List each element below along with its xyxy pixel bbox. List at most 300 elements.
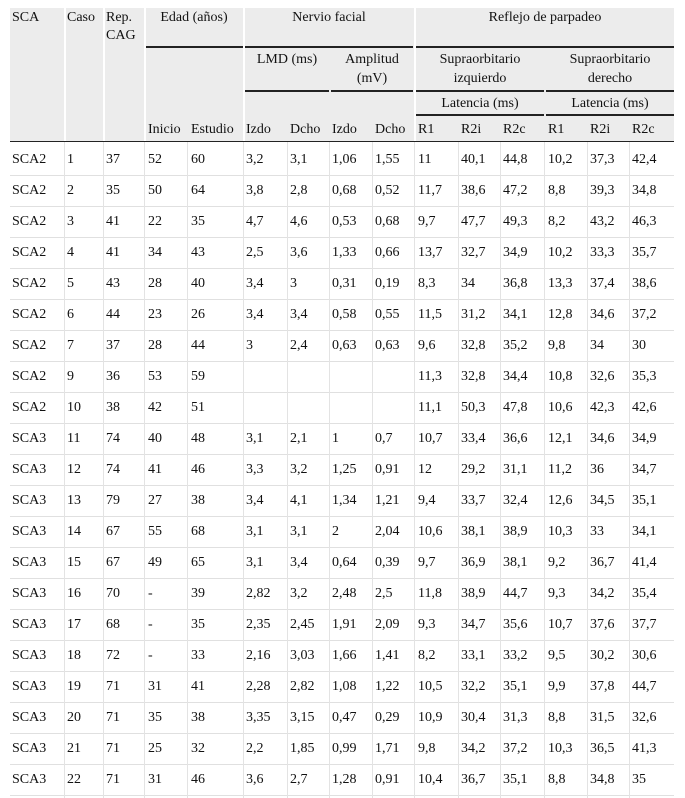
cell-lmd-dcho: 2,1 [290, 431, 308, 446]
cell-sca: SCA3 [12, 741, 47, 756]
cell-edad-inicio: 25 [148, 741, 162, 756]
cell-der-r1: 10,2 [548, 152, 573, 167]
header-lmd: LMD (ms) [256, 52, 318, 67]
cell-sca: SCA2 [12, 152, 47, 167]
cell-lmd-izdo: 3,4 [246, 276, 264, 291]
cell-edad-estudio: 33 [191, 648, 205, 663]
table-row [10, 703, 674, 734]
header-amp-dcho: Dcho [375, 122, 406, 137]
cell-sca: SCA3 [12, 772, 47, 787]
cell-der-r2c: 46,3 [632, 214, 657, 229]
table-row [10, 548, 674, 579]
cell-caso: 10 [67, 400, 81, 415]
cell-caso: 19 [67, 679, 81, 694]
cell-rep-cag: 37 [106, 152, 120, 167]
cell-lmd-dcho: 3,1 [290, 152, 308, 167]
cell-izq-r2i: 33,1 [461, 648, 486, 663]
cell-edad-inicio: 31 [148, 772, 162, 787]
cell-der-r2c: 42,4 [632, 152, 657, 167]
cell-der-r2i: 34,8 [590, 772, 615, 787]
cell-lmd-izdo: 3,1 [246, 555, 264, 570]
cell-amp-dcho: 0,52 [375, 183, 400, 198]
cell-lmd-izdo: 3,4 [246, 493, 264, 508]
cell-edad-estudio: 38 [191, 710, 205, 725]
header-rep-cag-line2: CAG [106, 28, 136, 43]
cell-izq-r2i: 36,9 [461, 555, 486, 570]
cell-izq-r2i: 34,2 [461, 741, 486, 756]
cell-izq-r2c: 31,3 [503, 710, 528, 725]
cell-amp-izdo: 2,48 [332, 586, 357, 601]
cell-lmd-dcho: 3,4 [290, 307, 308, 322]
cell-rep-cag: 71 [106, 772, 120, 787]
cell-caso: 11 [67, 431, 81, 446]
header-lmd-izdo: Izdo [246, 122, 271, 137]
cell-amp-izdo: 0,64 [332, 555, 357, 570]
header-estudio: Estudio [191, 122, 234, 137]
cell-izq-r2i: 31,2 [461, 307, 486, 322]
cell-der-r2i: 34 [590, 338, 604, 353]
cell-izq-r1: 9,6 [418, 338, 436, 353]
column-divider [372, 142, 373, 798]
cell-izq-r2c: 37,2 [503, 741, 528, 756]
cell-izq-r2i: 33,4 [461, 431, 486, 446]
cell-der-r1: 10,6 [548, 400, 573, 415]
cell-der-r1: 10,7 [548, 617, 573, 632]
header-supra-izq-line1: Supraorbitario [439, 52, 521, 67]
header-supra-der-line1: Supraorbitario [569, 52, 651, 67]
cell-amp-izdo: 2 [332, 524, 339, 539]
column-divider [414, 142, 415, 798]
cell-caso: 16 [67, 586, 81, 601]
cell-amp-dcho: 0,55 [375, 307, 400, 322]
cell-amp-dcho: 0,68 [375, 214, 400, 229]
cell-caso: 13 [67, 493, 81, 508]
cell-der-r2i: 34,6 [590, 431, 615, 446]
header-sca: SCA [12, 10, 40, 25]
cell-der-r1: 12,8 [548, 307, 573, 322]
cell-amp-izdo: 1,25 [332, 462, 357, 477]
cell-izq-r1: 10,9 [418, 710, 443, 725]
cell-lmd-dcho: 3,2 [290, 462, 308, 477]
cell-sca: SCA2 [12, 183, 47, 198]
table-row [10, 517, 674, 548]
cell-lmd-izdo: 3,8 [246, 183, 264, 198]
cell-amp-izdo: 0,47 [332, 710, 357, 725]
table-row [10, 672, 674, 703]
cell-amp-dcho: 1,22 [375, 679, 400, 694]
cell-edad-estudio: 51 [191, 400, 205, 415]
cell-izq-r1: 9,4 [418, 493, 436, 508]
cell-lmd-dcho: 2,4 [290, 338, 308, 353]
cell-edad-estudio: 41 [191, 679, 205, 694]
cell-edad-estudio: 32 [191, 741, 205, 756]
cell-sca: SCA3 [12, 710, 47, 725]
cell-amp-dcho: 0,91 [375, 772, 400, 787]
cell-izq-r2c: 34,4 [503, 369, 528, 384]
cell-amp-dcho: 1,71 [375, 741, 400, 756]
header-edad: Edad (años) [160, 10, 228, 25]
header-izq-r2c: R2c [503, 122, 526, 137]
cell-izq-r2i: 38,9 [461, 586, 486, 601]
header-rule-edad [146, 46, 243, 48]
cell-izq-r2c: 33,2 [503, 648, 528, 663]
cell-izq-r2i: 50,3 [461, 400, 486, 415]
cell-der-r1: 8,2 [548, 214, 566, 229]
cell-caso: 9 [67, 369, 74, 384]
data-table [10, 8, 674, 787]
cell-lmd-izdo: 3,4 [246, 307, 264, 322]
cell-izq-r1: 10,4 [418, 772, 443, 787]
cell-edad-inicio: 49 [148, 555, 162, 570]
table-row [10, 331, 674, 362]
header-der-r1: R1 [548, 122, 565, 137]
header-amplitud-line2: (mV) [356, 71, 388, 86]
cell-edad-inicio: 53 [148, 369, 162, 384]
cell-lmd-izdo: 4,7 [246, 214, 264, 229]
table-row [10, 765, 674, 796]
cell-izq-r1: 10,7 [418, 431, 443, 446]
cell-izq-r1: 11,8 [418, 586, 442, 601]
cell-lmd-izdo: 2,5 [246, 245, 264, 260]
cell-rep-cag: 70 [106, 586, 120, 601]
cell-der-r1: 8,8 [548, 710, 566, 725]
cell-lmd-dcho: 2,45 [290, 617, 315, 632]
cell-izq-r2i: 40,1 [461, 152, 486, 167]
cell-lmd-izdo: 3 [246, 338, 253, 353]
cell-lmd-dcho: 4,6 [290, 214, 308, 229]
cell-izq-r1: 11,1 [418, 400, 442, 415]
cell-izq-r1: 9,8 [418, 741, 436, 756]
cell-izq-r2i: 34 [461, 276, 475, 291]
cell-lmd-dcho: 3,15 [290, 710, 315, 725]
cell-amp-dcho: 0,29 [375, 710, 400, 725]
cell-rep-cag: 35 [106, 183, 120, 198]
cell-der-r2i: 36,7 [590, 555, 615, 570]
cell-rep-cag: 38 [106, 400, 120, 415]
cell-der-r1: 10,3 [548, 524, 573, 539]
cell-izq-r1: 9,7 [418, 555, 436, 570]
cell-lmd-dcho: 2,8 [290, 183, 308, 198]
cell-edad-inicio: 41 [148, 462, 162, 477]
cell-der-r2c: 30 [632, 338, 646, 353]
cell-lmd-dcho: 3,1 [290, 524, 308, 539]
cell-sca: SCA2 [12, 307, 47, 322]
header-rule-lmd [245, 90, 329, 92]
cell-amp-izdo: 1 [332, 431, 339, 446]
cell-der-r2c: 32,6 [632, 710, 657, 725]
cell-caso: 5 [67, 276, 74, 291]
cell-sca: SCA2 [12, 338, 47, 353]
cell-der-r2i: 30,2 [590, 648, 615, 663]
cell-lmd-izdo: 3,3 [246, 462, 264, 477]
cell-lmd-dcho: 3,6 [290, 245, 308, 260]
cell-izq-r2c: 44,8 [503, 152, 528, 167]
header-bottom-rule [10, 141, 674, 142]
cell-izq-r2i: 30,4 [461, 710, 486, 725]
cell-izq-r2i: 38,6 [461, 183, 486, 198]
cell-edad-inicio: 27 [148, 493, 162, 508]
cell-rep-cag: 43 [106, 276, 120, 291]
cell-izq-r2c: 38,9 [503, 524, 528, 539]
cell-izq-r2c: 34,9 [503, 245, 528, 260]
cell-sca: SCA2 [12, 400, 47, 415]
header-izq-r2i: R2i [461, 122, 482, 137]
cell-amp-izdo: 1,06 [332, 152, 357, 167]
cell-rep-cag: 67 [106, 555, 120, 570]
cell-izq-r2i: 32,7 [461, 245, 486, 260]
cell-izq-r1: 8,2 [418, 648, 436, 663]
cell-rep-cag: 71 [106, 679, 120, 694]
cell-amp-izdo: 1,33 [332, 245, 357, 260]
cell-der-r2i: 37,8 [590, 679, 615, 694]
cell-izq-r2i: 34,7 [461, 617, 486, 632]
column-divider [287, 142, 288, 798]
cell-amp-izdo: 1,28 [332, 772, 357, 787]
cell-izq-r2c: 32,4 [503, 493, 528, 508]
cell-izq-r2i: 32,8 [461, 338, 486, 353]
header-rule-nervio [245, 46, 413, 48]
cell-amp-dcho: 1,55 [375, 152, 400, 167]
cell-izq-r2c: 35,2 [503, 338, 528, 353]
cell-der-r2c: 42,6 [632, 400, 657, 415]
cell-amp-izdo: 1,08 [332, 679, 357, 694]
table-row [10, 486, 674, 517]
cell-amp-izdo: 0,63 [332, 338, 357, 353]
cell-caso: 22 [67, 772, 81, 787]
column-divider [103, 142, 104, 798]
header-latencia-der: Latencia (ms) [571, 96, 649, 111]
column-divider [243, 142, 244, 798]
cell-caso: 2 [67, 183, 74, 198]
cell-der-r2c: 35,7 [632, 245, 657, 260]
cell-der-r1: 8,8 [548, 772, 566, 787]
column-divider [544, 142, 545, 798]
cell-der-r2i: 33,3 [590, 245, 615, 260]
cell-der-r2i: 43,2 [590, 214, 615, 229]
cell-der-r1: 10,8 [548, 369, 573, 384]
cell-rep-cag: 36 [106, 369, 120, 384]
cell-sca: SCA3 [12, 648, 47, 663]
cell-der-r2c: 37,7 [632, 617, 657, 632]
cell-edad-inicio: 34 [148, 245, 162, 260]
cell-caso: 18 [67, 648, 81, 663]
cell-der-r2i: 37,6 [590, 617, 615, 632]
cell-edad-estudio: 39 [191, 586, 205, 601]
column-divider [329, 142, 330, 798]
cell-izq-r2c: 35,1 [503, 772, 528, 787]
cell-amp-izdo: 0,58 [332, 307, 357, 322]
cell-rep-cag: 72 [106, 648, 120, 663]
table-row [10, 238, 674, 269]
cell-rep-cag: 41 [106, 245, 120, 260]
cell-sca: SCA3 [12, 679, 47, 694]
header-supra-der-line2: derecho [587, 71, 633, 86]
column-divider [458, 142, 459, 798]
cell-der-r2i: 37,4 [590, 276, 615, 291]
cell-izq-r2i: 36,7 [461, 772, 486, 787]
header-amp-izdo: Izdo [332, 122, 357, 137]
cell-rep-cag: 71 [106, 741, 120, 756]
cell-lmd-izdo: 3,35 [246, 710, 271, 725]
cell-lmd-izdo: 2,28 [246, 679, 271, 694]
table-row [10, 145, 674, 176]
cell-izq-r2i: 47,7 [461, 214, 486, 229]
cell-sca: SCA2 [12, 214, 47, 229]
cell-der-r2c: 34,7 [632, 462, 657, 477]
cell-rep-cag: 67 [106, 524, 120, 539]
cell-der-r2c: 34,8 [632, 183, 657, 198]
cell-rep-cag: 41 [106, 214, 120, 229]
column-divider [144, 142, 145, 798]
cell-izq-r1: 8,3 [418, 276, 436, 291]
cell-izq-r2i: 29,2 [461, 462, 486, 477]
cell-amp-dcho: 0,19 [375, 276, 400, 291]
cell-der-r1: 9,8 [548, 338, 566, 353]
cell-der-r2c: 37,2 [632, 307, 657, 322]
cell-izq-r1: 9,3 [418, 617, 436, 632]
table-row [10, 269, 674, 300]
column-divider [587, 142, 588, 798]
cell-edad-estudio: 46 [191, 462, 205, 477]
cell-edad-inicio: 35 [148, 710, 162, 725]
cell-edad-estudio: 40 [191, 276, 205, 291]
cell-lmd-dcho: 3,03 [290, 648, 315, 663]
cell-caso: 21 [67, 741, 81, 756]
column-divider [64, 142, 65, 798]
header-amplitud-line1: Amplitud [345, 52, 399, 67]
cell-izq-r2c: 47,8 [503, 400, 528, 415]
cell-lmd-dcho: 3,2 [290, 586, 308, 601]
table-row [10, 393, 674, 424]
cell-edad-estudio: 59 [191, 369, 205, 384]
cell-der-r1: 9,2 [548, 555, 566, 570]
header-supra-izq-line2: izquierdo [453, 71, 507, 86]
table-row [10, 641, 674, 672]
cell-izq-r1: 11 [418, 152, 432, 167]
cell-izq-r2c: 36,8 [503, 276, 528, 291]
header-nervio-facial: Nervio facial [292, 10, 366, 25]
cell-sca: SCA3 [12, 617, 47, 632]
cell-izq-r2c: 35,1 [503, 679, 528, 694]
cell-izq-r2i: 32,2 [461, 679, 486, 694]
cell-der-r2c: 38,6 [632, 276, 657, 291]
table-row [10, 300, 674, 331]
header-lmd-dcho: Dcho [290, 122, 321, 137]
cell-edad-inicio: 28 [148, 338, 162, 353]
cell-edad-estudio: 35 [191, 617, 205, 632]
cell-der-r2c: 35,3 [632, 369, 657, 384]
cell-sca: SCA3 [12, 431, 47, 446]
header-inicio: Inicio [148, 122, 181, 137]
cell-edad-inicio: 23 [148, 307, 162, 322]
cell-der-r2i: 37,3 [590, 152, 615, 167]
cell-der-r2i: 36 [590, 462, 604, 477]
cell-izq-r2c: 35,6 [503, 617, 528, 632]
cell-amp-izdo: 0,99 [332, 741, 357, 756]
cell-der-r2c: 30,6 [632, 648, 657, 663]
cell-sca: SCA3 [12, 524, 47, 539]
table-row [10, 610, 674, 641]
cell-edad-estudio: 68 [191, 524, 205, 539]
cell-izq-r1: 11,3 [418, 369, 442, 384]
cell-rep-cag: 68 [106, 617, 120, 632]
cell-rep-cag: 44 [106, 307, 120, 322]
column-divider [500, 142, 501, 798]
cell-amp-dcho: 2,09 [375, 617, 400, 632]
table-row [10, 579, 674, 610]
cell-der-r1: 9,5 [548, 648, 566, 663]
cell-izq-r1: 10,6 [418, 524, 443, 539]
cell-lmd-izdo: 3,6 [246, 772, 264, 787]
header-der-r2c: R2c [632, 122, 655, 137]
table-row [10, 207, 674, 238]
cell-caso: 6 [67, 307, 74, 322]
table-row [10, 176, 674, 207]
cell-izq-r2c: 34,1 [503, 307, 528, 322]
cell-izq-r2c: 47,2 [503, 183, 528, 198]
cell-caso: 4 [67, 245, 74, 260]
cell-izq-r1: 13,7 [418, 245, 443, 260]
cell-rep-cag: 71 [106, 710, 120, 725]
cell-edad-estudio: 60 [191, 152, 205, 167]
cell-caso: 12 [67, 462, 81, 477]
column-divider [187, 142, 188, 798]
cell-caso: 17 [67, 617, 81, 632]
cell-der-r2c: 44,7 [632, 679, 657, 694]
cell-lmd-izdo: 2,82 [246, 586, 271, 601]
cell-lmd-dcho: 3,4 [290, 555, 308, 570]
cell-edad-estudio: 43 [191, 245, 205, 260]
cell-edad-inicio: 52 [148, 152, 162, 167]
cell-lmd-dcho: 2,7 [290, 772, 308, 787]
cell-amp-dcho: 2,04 [375, 524, 400, 539]
cell-sca: SCA2 [12, 245, 47, 260]
cell-der-r2i: 39,3 [590, 183, 615, 198]
cell-lmd-izdo: 2,2 [246, 741, 264, 756]
cell-lmd-izdo: 3,1 [246, 524, 264, 539]
cell-izq-r1: 9,7 [418, 214, 436, 229]
cell-izq-r2c: 44,7 [503, 586, 528, 601]
cell-der-r2c: 35,4 [632, 586, 657, 601]
header-rule-supra-der [546, 90, 674, 92]
cell-edad-estudio: 65 [191, 555, 205, 570]
cell-caso: 15 [67, 555, 81, 570]
cell-der-r2i: 33 [590, 524, 604, 539]
cell-lmd-dcho: 3 [290, 276, 297, 291]
cell-sca: SCA2 [12, 369, 47, 384]
cell-der-r1: 12,1 [548, 431, 573, 446]
cell-der-r2i: 34,5 [590, 493, 615, 508]
cell-edad-estudio: 35 [191, 214, 205, 229]
cell-der-r2i: 42,3 [590, 400, 615, 415]
cell-izq-r2c: 36,6 [503, 431, 528, 446]
cell-amp-izdo: 1,66 [332, 648, 357, 663]
cell-sca: SCA3 [12, 493, 47, 508]
cell-edad-estudio: 64 [191, 183, 205, 198]
cell-lmd-izdo: 2,16 [246, 648, 271, 663]
cell-edad-inicio: 55 [148, 524, 162, 539]
cell-rep-cag: 79 [106, 493, 120, 508]
cell-lmd-izdo: 2,35 [246, 617, 271, 632]
cell-izq-r2c: 31,1 [503, 462, 528, 477]
cell-amp-dcho: 0,7 [375, 431, 393, 446]
header-rule-latencia-der [546, 114, 674, 116]
table-row [10, 362, 674, 393]
header-rep-cag-line1: Rep. [106, 10, 133, 25]
cell-edad-inicio: 28 [148, 276, 162, 291]
table-header [10, 8, 674, 142]
cell-amp-dcho: 0,66 [375, 245, 400, 260]
